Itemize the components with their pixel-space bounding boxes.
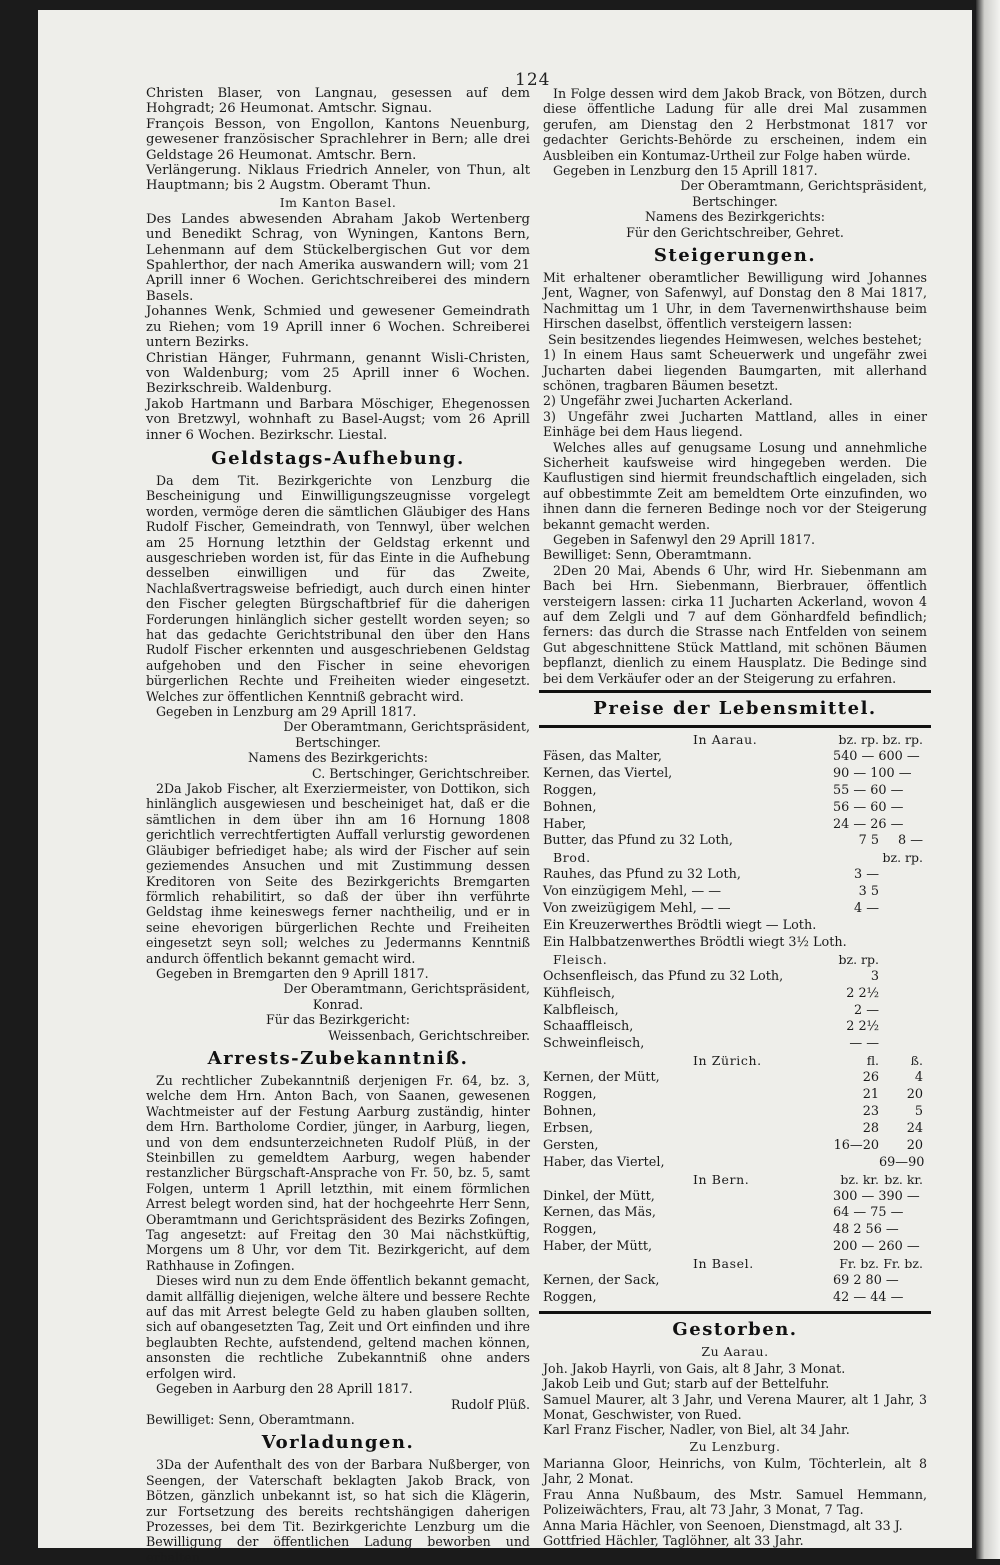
price-group-aarau [543,749,927,850]
list-item: 2) Ungefähr zwei Jucharten Ackerland. [543,393,793,409]
price-item-label: Von zweizügigem Mehl, — — [543,901,731,917]
price-value: 20 [906,1087,923,1103]
price-row [543,1273,927,1290]
price-group-bern [543,1189,927,1257]
price-table [543,732,927,1307]
price-row [543,1070,927,1087]
price-row [543,867,927,884]
price-value: 20 [906,1137,923,1153]
notice-body: Sein besitzendes liegendes Heimwesen, welches bestehet; [548,331,922,347]
price-item-label: Bohnen, [543,1103,597,1119]
signature-line: Der Oberamtmann, Gerichtspräsident, [680,178,927,194]
price-value [879,1273,927,1290]
price-row [543,1036,927,1053]
price-value [847,935,886,952]
signature-line: Rudolf Plüß. [451,1396,530,1412]
death-entry: Anna Maria Hächler, von Seenoen, Dienstmagd, alt 33 J. [543,1517,903,1533]
price-row [543,1104,927,1121]
price-value: 26 [862,1070,879,1086]
price-value [879,749,927,766]
price-row [543,1239,927,1256]
price-item-label: Kernen, der Mütt, [543,1070,660,1086]
price-item-label: Dinkel, der Mütt, [543,1188,655,1204]
notice-entry: Johannes Wenk, Schmied und gewesener Gemeindrath zu Riehen; vom 19 Aprill inner 6 Wochen. Schreiberei untern Bezirks. [146,304,530,351]
price-item-label: Roggen, [543,1222,597,1238]
price-item-label: Rauhes, das Pfund zu 32 Loth, [543,867,741,883]
page-number: 124 [515,70,551,90]
price-value: 23 [862,1103,879,1119]
signature-line: Der Oberamtmann, Gerichtspräsident, [283,719,530,735]
price-row [543,1290,927,1307]
price-group-header: Fleisch. bz. rp. [553,951,879,967]
notice-entry: Christian Hänger, Fuhrmann, genannt Wisli-Christen, von Waldenburg; vom 25 Aprill inner 6 Wochen. Bezirkschreib. Waldenburg. [146,350,530,397]
price-value [879,766,927,783]
signature-line: Weissenbach, Gerichtschreiber. [328,1027,530,1043]
price-row [543,1087,927,1104]
canton-heading: Im Kanton Basel. [279,194,397,210]
price-value: 2 2½ [846,985,879,1001]
price-value: 24 — 26 — [833,816,904,832]
price-row [543,1138,927,1155]
price-row [543,901,927,918]
notice-body: Dieses wird nun zu dem Ende öffentlich bekannt gemacht, damit allfällig diejenigen, welche ältere und bessere Rechte auf das mit Arrest belegte Geld zu haben glauben sollten, sich auf obangesetzten Tag, Zeit und Ort einfinden und ihre beglaubten Rechte, aufstendend, geltend machen können, ansonsten die rechtliche Zubekanntniß ohne anders erfolgen wird. [146,1273,530,1381]
price-group-header: In Bern. bz. kr. bz. kr. [693,1171,923,1187]
signature-line: Namens des Bezirkgerichts: [248,750,428,766]
price-row [543,986,927,1003]
signature-line: C. Bertschinger, Gerichtschreiber. [312,765,530,781]
price-row [543,1189,927,1206]
death-entry: Samuel Maurer, alt 3 Jahr, und Verena Maurer, alt 1 Jahr, 3 Monat, Geschwister, von Rued. [543,1391,927,1423]
price-value: 3 [870,968,879,984]
death-entry: Frau Anna Nußbaum, des Mstr. Samuel Hemmann, Polizeiwächters, Frau, alt 73 Jahr, 3 Monat, 7 Tag. [543,1486,927,1518]
price-value [879,1239,927,1256]
price-item-label: Erbsen, [543,1120,594,1136]
price-item-label: Schweinfleisch, [543,1036,645,1052]
price-value: 55 — 60 — [833,782,904,798]
price-row [543,969,927,986]
price-item-label: Butter, das Pfund zu 32 Loth, [543,833,733,849]
price-item-label: Schaaffleisch, [543,1019,634,1035]
price-value [833,918,879,935]
price-item-label: Gersten, [543,1137,599,1153]
signature-line: Konrad. [312,996,364,1012]
price-value [879,800,927,817]
price-value: 2 — [853,1002,879,1018]
section-title: Gestorben. [672,1318,798,1340]
price-row [543,935,927,952]
signature-line: Für den Gerichtschreiber, Gehret. [626,224,844,240]
price-value [879,1222,927,1239]
death-entry: Marianna Gloor, Heinrichs, von Kulm, Töchterlein, alt 8 Jahr, 2 Monat. [543,1455,927,1487]
price-value [879,1205,927,1222]
price-value: 42 — 44 — [833,1289,904,1305]
price-item-label: Haber, der Mütt, [543,1239,653,1255]
price-row [543,833,927,850]
price-item-label: Kühfleisch, [543,985,616,1001]
death-entry: Jakob Leib und Gut; starb auf der Bettelfuhr. [543,1376,830,1392]
divider-rule [539,1311,931,1314]
notice-entry: Christen Blaser, von Langnau, gesessen auf dem Hohgradt; 26 Heumonat. Amtschr. Signau. [146,86,530,117]
price-value: — — [849,1036,879,1052]
price-item-label: Fäsen, das Malter, [543,748,662,764]
price-value: 24 [906,1120,923,1136]
notice-body: Da dem Tit. Bezirkgerichte von Lenzburg die Bescheinigung und Einwilligungszeugnisse vorgelegt worden, vermöge deren die sämtlichen Gläubiger des Hans Rudolf Fischer, Gemeindrath, von Tennwyl, über welchen am 25 Hornung letzthin der Geldstag erkennt und ausgeschrieben worden ist, für das Einte in die Aufhebung desselben einwilligen und für das Zweite, Nachlaßvertragsweise befriedigt, auch durch einen hinter den Fischer gelegten Bürgschaftbrief für die daherigen Forderungen hinlänglich sicher gestellt worden seyen; so hat das gedachte Gerichtstribunal den über den Hans Rudolf Fischer erkennten und ausgeschriebenen Geldstag aufgehoben und den Fischer in seine ehevorigen bürgerlichen Rechte und Freiheiten wieder eingesetzt. Welches zur öffentlichen Kenntniß gebracht wird. [146,472,530,704]
next-page-edge [976,0,1000,1559]
notice-entry: François Besson, von Engollon, Kantons Neuenburg, gewesener französischer Sprachlehrer in Bern; alle drei Geldstage 26 Heumonat. Amtschr. Bern. [146,116,530,163]
price-group-header: In Zürich. fl. ß. [693,1053,923,1069]
section-title: Steigerungen. [653,245,817,267]
approval-line: Bewilliget: Senn, Oberamtmann. [146,1411,355,1427]
price-value: 8 — [897,833,923,849]
notice-date: Gegeben in Lenzburg den 15 Aprill 1817. [553,163,818,179]
price-value [833,1155,879,1172]
price-row [543,1205,927,1222]
list-item: 3) Ungefähr zwei Jucharten Mattland, alles in einer Einhäge bei dem Haus liegend. [543,408,927,440]
price-value: 90 — 100 — [833,765,912,781]
price-value: 69 2 80 — [833,1273,899,1289]
price-item-label: Haber, das Viertel, [543,1154,665,1170]
price-value [886,935,927,952]
town-heading: Zu Lenzburg. [689,1438,781,1454]
price-value [879,817,927,834]
price-value [879,969,927,986]
notice-entry: Verlängerung. Niklaus Friedrich Anneler, von Thun, alt Hauptmann; bis 2 Augstm. Oberamt Thun. [146,163,530,194]
price-item-label: Roggen, [543,1289,597,1305]
price-value [879,783,927,800]
price-value [879,884,927,901]
price-row [543,1222,927,1239]
price-value: 2 2½ [846,1019,879,1035]
left-column [146,86,530,1565]
price-item-label: Ein Kreuzerwerthes Brödtli wiegt — Loth. [543,918,817,933]
price-group-header: In Aarau. bz. rp. bz. rp. [693,732,923,748]
price-value: 21 [862,1087,879,1103]
town-heading: Zu Aarau. [701,1343,769,1359]
price-value: 3 5 [858,884,879,900]
price-value: 64 — 75 — [833,1205,904,1221]
price-row [543,817,927,834]
notice-body: 2Den 20 Mai, Abends 6 Uhr, wird Hr. Siebenmann am Bach bei Hrn. Siebenmann, Bierbrauer, öffentlich versteigern lassen: cirka 11 Jucharten Ackerland, wovon 4 auf dem Zelgli und 7 auf dem Gönhardfeld befindlich; ferners: das durch die Strasse nach Entfelden von seinem Gut abgeschnittene Stück Mattland, mit schönen Bäumen bepflanzt, dienlich zu einem Hausplatz. Die Bedinge sind bei dem Verkäufer oder an der Steigerung zu erfahren. [543,562,927,686]
price-item-label: Haber, [543,816,587,832]
notice-body: Welches alles auf genugsame Losung und annehmliche Sicherheit kaufsweise wird hingegeben werden. Die Kauflustigen sind hiermit freundschaftlich eingeladen, sich auf obbestimmte Zeit am bemeldtem Orte einzufinden, wo ihnen dann die ferneren Bedinge noch vor der Steigerung bekannt gemacht werden. [543,439,927,532]
signature-line: Bertschinger. [692,193,778,209]
price-value [879,1189,927,1206]
section-title: Arrests-Zubekanntniß. [207,1047,469,1069]
signature-line: Der Oberamtmann, Gerichtspräsident, [283,981,530,997]
notice-date: Gegeben in Lenzburg am 29 Aprill 1817. [156,704,417,720]
price-item-label: Roggen, [543,782,597,798]
price-value [879,1003,927,1020]
price-value [879,867,927,884]
price-value: 28 [862,1120,879,1136]
price-value: 48 2 56 — [833,1222,899,1238]
price-row [543,1155,927,1172]
price-value [879,1036,927,1053]
price-group-brod [543,867,927,952]
price-item-label: Kernen, das Viertel, [543,765,673,781]
price-value [879,986,927,1003]
notice-date: Gegeben in Safenwyl den 29 Aprill 1817. [553,531,816,547]
divider-rule [539,690,931,693]
section-title: Vorladungen. [261,1432,415,1454]
right-column [543,86,927,1546]
approval-line: Bewilliget: Senn, Oberamtmann. [543,547,752,563]
price-group-header: In Basel. Fr. bz. Fr. bz. [693,1256,923,1272]
notice-entry: Des Landes abwesenden Abraham Jakob Wertenberg und Benedikt Schrag, von Wyningen, Kantons Bern, Lehenmann auf dem Stückelbergischen Gut vor dem Spahlerthor, der nach Amerika auswandern will; vom 21 Aprill inner 6 Wochen. Gerichtschreiberei des mindern Basels. [146,211,530,304]
price-item-label: Kernen, das Mäs, [543,1205,656,1221]
price-row [543,800,927,817]
notice-body: In Folge dessen wird dem Jakob Brack, von Bötzen, durch diese öffentliche Ladung für alle drei Mal zusammen gerufen, am Dienstag den 2 Herbstmonat 1817 vor gedachter Gerichts-Behörde zu erscheinen, indem ein Ausbleiben ein Kontumaz-Urtheil zur Folge haben würde. [543,86,927,163]
divider-rule [539,725,931,728]
notice-entry: Jakob Hartmann und Barbara Möschiger, Ehegenossen von Bretzwyl, wohnhaft zu Basel-Augst; vom 26 Aprill inner 6 Wochen. Bezirkschr. Liestal. [146,396,530,443]
price-value: 540 — 600 — [833,748,920,764]
price-item-label: Von einzügigem Mehl, — — [543,884,722,900]
price-value: 200 — 260 — [833,1239,920,1255]
price-row [543,783,927,800]
death-entry: Gottfried Hächler, Taglöhner, alt 33 Jahr. [543,1532,804,1548]
price-value [879,918,927,935]
signature-line: Namens des Bezirkgerichts: [645,209,825,225]
price-value [879,1290,927,1307]
price-value: 4 [914,1070,923,1086]
price-value: 5 [914,1103,923,1119]
price-item-label: Kalbfleisch, [543,1002,619,1018]
price-group-zuerich [543,1070,927,1171]
price-row [543,749,927,766]
price-group-basel [543,1273,927,1307]
notice-date: Gegeben in Bremgarten den 9 Aprill 1817. [156,965,429,981]
price-item-label: Ein Halbbatzenwerthes Brödtli wiegt 3½ Loth. [543,934,847,950]
price-row [543,1003,927,1020]
notice-body: 2Da Jakob Fischer, alt Exerziermeister, von Dottikon, sich hinlänglich ausgewiesen und bescheiniget hat, daß er die sämtlichen in dem über ihn am 16 Hornung 1808 gerichtlich verrechtfertigten Auffall verlurstig gewordenen Gläubiger befriediget habe; als wird der Fischer auf sein geziemendes Ansuchen und mit Zustimmung dessen Kreditoren von Seite des Bezirkgerichts Bremgarten förmlich rehabilitirt, so daß der über ihn verführte Geldstag ihme keineswegs ferner nachtheilig, und er in seine ehevorigen bürgerlichen Rechte und Freiheiten eingesetzt seyn soll; welches zu Jedermanns Kenntniß andurch öffentlich bekannt gemacht wird. [146,781,530,966]
signature-line: Bertschinger. [295,734,381,750]
price-value: 3 — [853,867,879,883]
notice-body: 3Da der Aufenthalt des von der Barbara Nußberger, von Seengen, der Vaterschaft beklagten Jakob Brack, von Bötzen, gänzlich unbekannt ist, so hat sich die Klägerin, zur Fortsetzung des bereits rechtshängigen daherigen Prozesses, bei dem Tit. Bezirkgerichte Lenzburg um die Bewilligung der öffentlichen Ladung beworben und erhalten. [146,1457,530,1565]
price-row [543,884,927,901]
price-row [543,1019,927,1036]
price-value: 16—20 [833,1137,879,1153]
price-value: 69—90 [879,1154,925,1170]
price-value: 56 — 60 — [833,799,904,815]
price-group-header: Brod. bz. rp. [553,850,923,866]
price-item-label: Bohnen, [543,799,597,815]
notice-date: Gegeben in Aarburg den 28 Aprill 1817. [156,1381,413,1397]
signature-line: Für das Bezirkgericht: [266,1012,410,1028]
price-row [543,766,927,783]
death-entry: Joh. Jakob Hayrli, von Gais, alt 8 Jahr, 3 Monat. [543,1360,846,1376]
section-title: Geldstags-Aufhebung. [211,447,465,469]
price-item-label: Roggen, [543,1087,597,1103]
death-entry: Karl Franz Fischer, Nadler, von Biel, alt 34 Jahr. [543,1422,850,1438]
price-item-label: Ochsenfleisch, das Pfund zu 32 Loth, [543,968,784,984]
price-value: 7 5 [858,833,879,849]
price-row [543,1121,927,1138]
price-value [879,901,927,918]
price-value: 4 — [853,901,879,917]
list-item: 1) In einem Haus samt Scheuerwerk und ungefähr zwei Jucharten dabei liegenden Baumgarten, mit allerhand schönen, tragbaren Bäumen besetzt. [543,347,927,393]
price-item-label: Kernen, der Sack, [543,1273,660,1289]
price-value: 300 — 390 — [833,1188,920,1204]
price-row [543,918,927,935]
price-value [879,1019,927,1036]
price-group-fleisch [543,969,927,1054]
notice-body: Zu rechtlicher Zubekanntniß derjenigen Fr. 64, bz. 3, welche dem Hrn. Anton Bach, von Saanen, gewesenen Wachtmeister auf der Festung Aarburg zuständig, hinter dem Hrn. Bartholome Cordier, jünger, in Aarburg, liegen, und von dem endsunterzeichneten Rudolf Plüß, in der Steinbillen zu gemeldtem Aarburg, wegen habender restanzlicher Bürgschaft-Ansprache von Fr. 50, bz. 5, samt Folgen, unterm 1 Aprill letzthin, mit einem förmlichen Arrest belegt worden sind, hat der hochgeehrte Herr Senn, Oberamtmann und Gerichtspräsident des Bezirks Zofingen, Tag angesetzt: auf Freitag den 30 Mai nächstküftig, Morgens um 8 Uhr, vor dem Tit. Bezirkgericht, auf dem Rathhause in Zofingen. [146,1072,530,1273]
section-title: Preise der Lebensmittel. [593,698,877,720]
notice-body: Mit erhaltener oberamtlicher Bewilligung wird Johannes Jent, Wagner, von Safenwyl, auf Donstag den 8 Mai 1817, Nachmittag um 1 Uhr, in dem Tavernenwirthshause beim Hirschen daselbst, öffentlich versteigern lassen: [543,270,927,332]
